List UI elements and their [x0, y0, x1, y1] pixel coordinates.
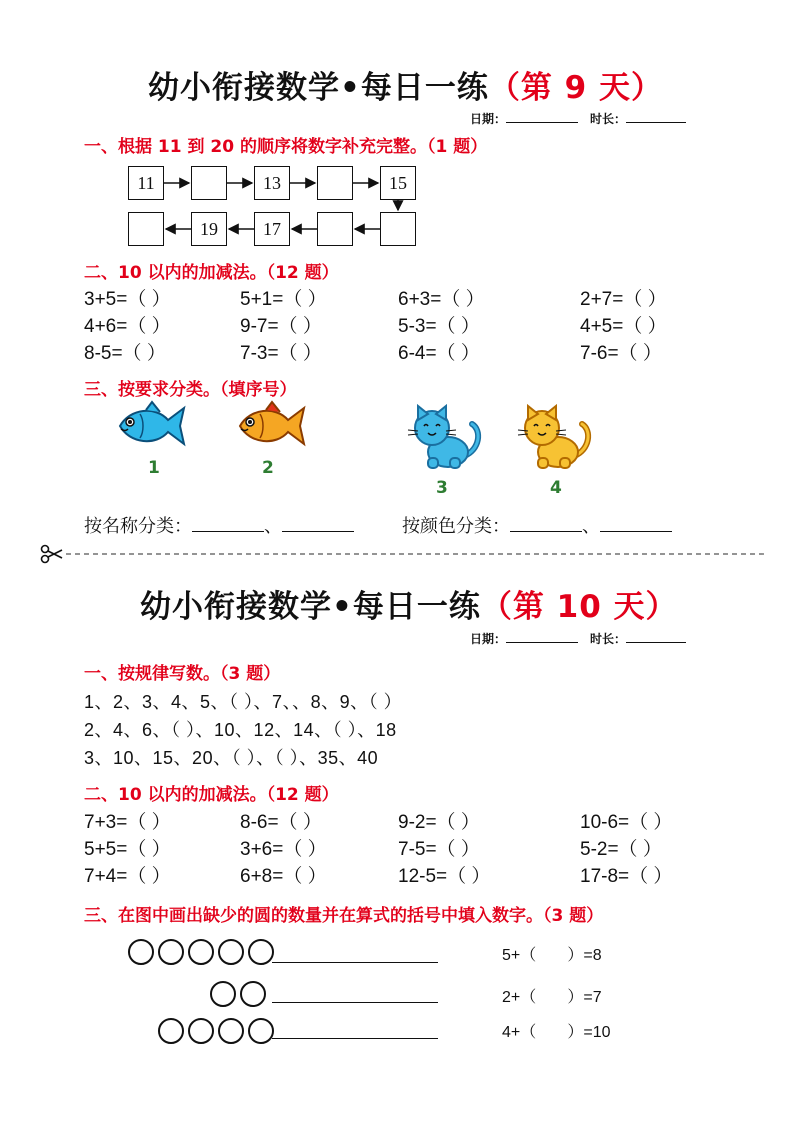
circle-icon: [218, 1018, 244, 1044]
seq-box: 19: [191, 212, 227, 246]
day10-meta: [470, 630, 698, 647]
day9-time-label: 时长：: [590, 112, 627, 126]
equation[interactable]: 7+3=（ ）: [84, 812, 171, 833]
classify-by-color: [402, 512, 672, 538]
equation[interactable]: 7-6=（ ）: [580, 343, 662, 364]
day10-time-line[interactable]: [626, 632, 686, 643]
day10-title: [140, 581, 678, 626]
day9-title-day: （第 9 天）: [488, 70, 663, 106]
circle-icon: [240, 981, 266, 1007]
day10-title-main: 幼小衔接数学•每日一练: [140, 589, 481, 625]
circle-icon: [188, 939, 214, 965]
circle-icon: [248, 939, 274, 965]
separator: 、: [582, 516, 600, 537]
equation[interactable]: 5-3=（ ）: [398, 316, 480, 337]
fish-icon: [112, 400, 188, 452]
day10-sec1-title: 一、按规律写数。（3 题）: [84, 664, 281, 684]
scissors-icon: [42, 546, 63, 563]
day9-sec3-title: 三、按要求分类。（填序号）: [84, 380, 297, 400]
day10-date-line[interactable]: [506, 632, 578, 643]
equation[interactable]: 9-2=（ ）: [398, 812, 480, 833]
day9-sec1-title: 一、根据 11 到 20 的顺序将数字补充完整。（1 题）: [84, 137, 488, 157]
sequence-arrows: [0, 0, 800, 260]
equation[interactable]: 7-3=（ ）: [240, 343, 322, 364]
seq-box: 13: [254, 166, 290, 200]
seq-box: 11: [128, 166, 164, 200]
picture-label: 1: [148, 458, 160, 478]
separator: 、: [264, 516, 282, 537]
seq-box: 15: [380, 166, 416, 200]
answer-blank[interactable]: [192, 517, 264, 532]
equation[interactable]: 9-7=（ ）: [240, 316, 322, 337]
circle-icon: [188, 1018, 214, 1044]
equation[interactable]: 3+6=（ ）: [240, 839, 327, 860]
seq-box: 17: [254, 212, 290, 246]
circle-icon: [158, 1018, 184, 1044]
circle-equation[interactable]: 5+（ ）=8: [502, 947, 602, 964]
day10-sec3-title: 三、在图中画出缺少的圆的数量并在算式的括号中填入数字。（3 题）: [84, 906, 604, 926]
circle-icon: [218, 939, 244, 965]
picture-label: 3: [436, 478, 448, 498]
fish-icon: [232, 400, 308, 452]
cut-line: [40, 544, 770, 564]
equation[interactable]: 12-5=（ ）: [398, 866, 491, 887]
circle-group: [210, 981, 266, 1007]
picture-label: 4: [550, 478, 562, 498]
drawing-line[interactable]: [272, 962, 438, 963]
day10-title-day: （第 10 天）: [480, 589, 678, 625]
answer-blank[interactable]: [282, 517, 354, 532]
equation[interactable]: 2+7=（ ）: [580, 289, 667, 310]
equation[interactable]: 6-4=（ ）: [398, 343, 480, 364]
circle-group: [128, 939, 274, 965]
equation[interactable]: 8-6=（ ）: [240, 812, 322, 833]
day10-time-label: 时长：: [590, 632, 627, 646]
pattern-line[interactable]: 2、4、6、（ ）、10、12、14、（ ）、18: [84, 720, 397, 740]
pattern-line[interactable]: 1、2、3、4、5、（ ）、7、、8、9、（ ）: [84, 692, 403, 712]
answer-blank[interactable]: [600, 517, 672, 532]
classify-name-label: 按名称分类：: [84, 516, 192, 537]
day9-date-label: 日期：: [470, 112, 507, 126]
equation[interactable]: 3+5=（ ）: [84, 289, 171, 310]
circle-equation[interactable]: 4+（ ）=10: [502, 1024, 611, 1041]
circle-equation[interactable]: 2+（ ）=7: [502, 989, 602, 1006]
circle-group: [158, 1018, 274, 1044]
equation[interactable]: 6+3=（ ）: [398, 289, 485, 310]
cat-icon: [516, 400, 596, 472]
equation[interactable]: 5+5=（ ）: [84, 839, 171, 860]
equation[interactable]: 5+1=（ ）: [240, 289, 327, 310]
circle-icon: [248, 1018, 274, 1044]
equation[interactable]: 4+6=（ ）: [84, 316, 171, 337]
equation[interactable]: 4+5=（ ）: [580, 316, 667, 337]
day9-sec2-title: 二、10 以内的加减法。（12 题）: [84, 263, 339, 283]
circle-icon: [210, 981, 236, 1007]
day10-sec2-title: 二、10 以内的加减法。（12 题）: [84, 785, 339, 805]
equation[interactable]: 7+4=（ ）: [84, 866, 171, 887]
equation[interactable]: 10-6=（ ）: [580, 812, 673, 833]
drawing-line[interactable]: [272, 1038, 438, 1039]
classify-color-label: 按颜色分类：: [402, 516, 510, 537]
equation[interactable]: 8-5=（ ）: [84, 343, 166, 364]
day10-date-label: 日期：: [470, 632, 507, 646]
circle-icon: [158, 939, 184, 965]
pattern-line[interactable]: 3、10、15、20、（ ）、（ ）、35、40: [84, 748, 379, 768]
drawing-line[interactable]: [272, 1002, 438, 1003]
cat-icon: [406, 400, 486, 472]
equation[interactable]: 17-8=（ ）: [580, 866, 673, 887]
circle-icon: [128, 939, 154, 965]
classify-by-name: [84, 512, 354, 538]
equation[interactable]: 6+8=（ ）: [240, 866, 327, 887]
picture-label: 2: [262, 458, 274, 478]
equation[interactable]: 7-5=（ ）: [398, 839, 480, 860]
answer-blank[interactable]: [510, 517, 582, 532]
day9-title-main: 幼小衔接数学•每日一练: [148, 70, 489, 106]
equation[interactable]: 5-2=（ ）: [580, 839, 662, 860]
